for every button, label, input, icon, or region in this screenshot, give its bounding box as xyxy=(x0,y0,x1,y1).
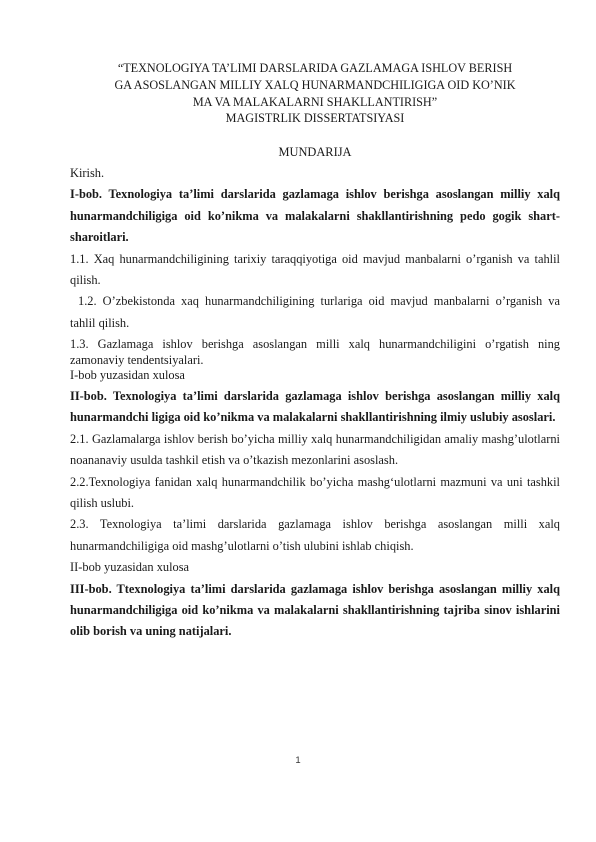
page-number: 1 xyxy=(295,755,301,766)
toc-heading: MUNDARIJA xyxy=(278,145,352,160)
title-line-3: MA VA MALAKALARNI SHAKLLANTIRISH” xyxy=(192,94,438,109)
title-line-1: “TEXNOLOGIYA TA’LIMI DARSLARIDA GAZLAMAGA ISHLOV BERISH xyxy=(117,61,513,75)
toc-entry-chapter-3: III-bob. Ttexnologiya ta’limi darslarida gazlamaga ishlov berishga asoslangan milliy xalq hunarmandchiligiga oid ko’nikma va malakalarni shakllantirishning tajriba sinov ishlarini olib borish va uning natijalari. xyxy=(70,581,560,639)
toc-entry-chapter-1-conclusion: I-bob yuzasidan xulosa xyxy=(70,368,185,383)
toc-entry-chapter-1: I-bob. Texnologiya ta’limi darslarida gazlamaga ishlov berishga asoslangan milliy xalq hunarmandchiligiga oid ko’nikma va malakalarni shakllantirishning pedo gogik shart-sharoitlari. xyxy=(70,187,560,245)
document-page xyxy=(70,60,560,643)
toc-entry-section-1-1: 1.1. Xaq hunarmandchiligining tarixiy taraqqiyotiga oid mavjud manbalarni o’rganish va tahlil qilish. xyxy=(70,251,560,288)
document-title xyxy=(70,60,560,110)
toc-entry-chapter-2-conclusion: II-bob yuzasidan xulosa xyxy=(70,560,190,575)
toc-list xyxy=(70,163,560,643)
toc-entry-section-2-1: 2.1. Gazlamalarga ishlov berish bo’yicha milliy xalq hunarmandchiligidan amaliy mashg’ulotlarni noananaviy usulda tashkil etish va o’tkazish mezonlarini asoslash. xyxy=(70,431,560,468)
toc-entry-section-1-3: 1.3. Gazlamaga ishlov berishga asoslangan milli xalq hunarmandchiligini o’rgatish ning zamonaviy tendentsiyalari. xyxy=(70,337,560,367)
toc-entry-chapter-2: II-bob. Texnologiya ta’limi darslarida gazlamaga ishlov berishga asoslangan milliy xalq hunarmandchi ligiga oid ko’nikma va malakalarni shakllantirishning ilmiy uslubiy asoslari. xyxy=(70,389,560,425)
document-subtitle: MAGISTRLIK DISSERTATSIYASI xyxy=(225,111,405,126)
title-line-2: GA ASOSLANGAN MILLIY XALQ HUNARMANDCHILIGIGA OID KO’NIK xyxy=(114,77,516,92)
toc-entry-introduction: Kirish. xyxy=(70,165,105,180)
toc-entry-section-2-3: 2.3. Texnologiya ta’limi darslarida gazlamaga ishlov berishga asoslangan milli xalq hunarmandchiligiga oid mashg’ulotlarni o’tish ulubini ishlab chiqish. xyxy=(70,517,560,553)
toc-entry-section-1-2: 1.2. O’zbekistonda xaq hunarmandchiligining turlariga oid mavjud manbalarni o’rganish va tahlil qilish. xyxy=(70,294,560,330)
toc-entry-section-2-2: 2.2.Texnologiya fanidan xalq hunarmandchilik bo’yicha mashg‘ulotlarni mazmuni va uni tashkil qilish uslubi. xyxy=(70,474,560,511)
